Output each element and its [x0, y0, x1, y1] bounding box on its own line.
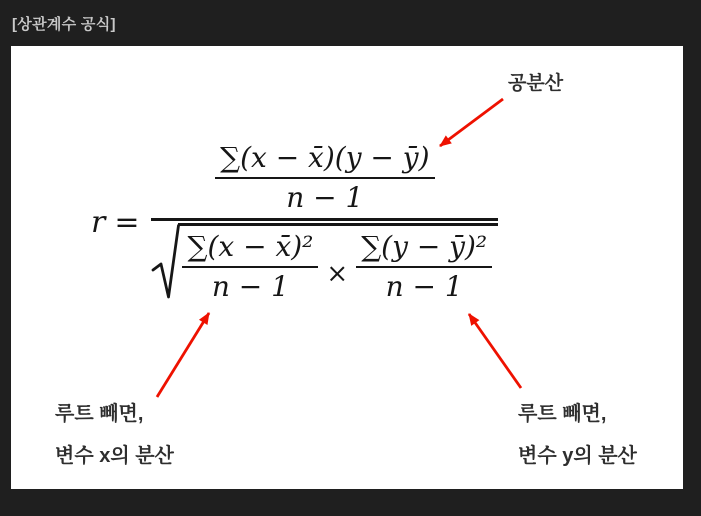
covariance-denominator: n − 1 [286, 181, 364, 215]
covariance-numerator: ∑(x − x̄)(y − ȳ) [220, 141, 430, 174]
variance-y-label-line2: 변수 y의 분산 [518, 445, 637, 467]
fraction-bar [356, 266, 492, 268]
variance-y-fraction [356, 230, 492, 304]
variance-y-label-line1: 루트 빼면, [518, 403, 607, 425]
multiplication-sign: × [326, 259, 349, 290]
variance-x-numerator: ∑(x − x̄)² [187, 229, 314, 263]
fraction-bar [215, 177, 434, 179]
fraction-bar [182, 266, 318, 268]
variance-y-arrow-icon [469, 314, 521, 388]
radicand [178, 223, 498, 304]
variance-y-label [518, 393, 637, 477]
correlation-formula [91, 141, 498, 305]
formula-card [11, 46, 683, 489]
main-fraction-bar [151, 218, 498, 221]
formula-lhs [91, 205, 139, 240]
main-fraction [151, 141, 498, 305]
variance-y-numerator: ∑(y − ȳ)² [361, 229, 488, 263]
variance-x-label [55, 393, 174, 477]
equals-sign: = [114, 205, 140, 241]
radical-sign-icon [151, 223, 181, 305]
variance-x-denominator: n − 1 [211, 270, 289, 304]
variance-x-label-line2: 변수 x의 분산 [55, 445, 174, 467]
variance-x-arrow-icon [157, 313, 209, 397]
sqrt-expression [151, 223, 498, 305]
variance-x-label-line1: 루트 빼면, [55, 403, 144, 425]
variance-y-denominator: n − 1 [385, 270, 463, 304]
covariance-label: 공분산 [508, 73, 564, 94]
formula-r: r [91, 205, 106, 241]
variance-x-fraction [182, 230, 318, 304]
covariance-arrow-icon [440, 99, 503, 146]
covariance-fraction [215, 141, 434, 215]
page-title: [상관계수 공식] [12, 16, 116, 33]
